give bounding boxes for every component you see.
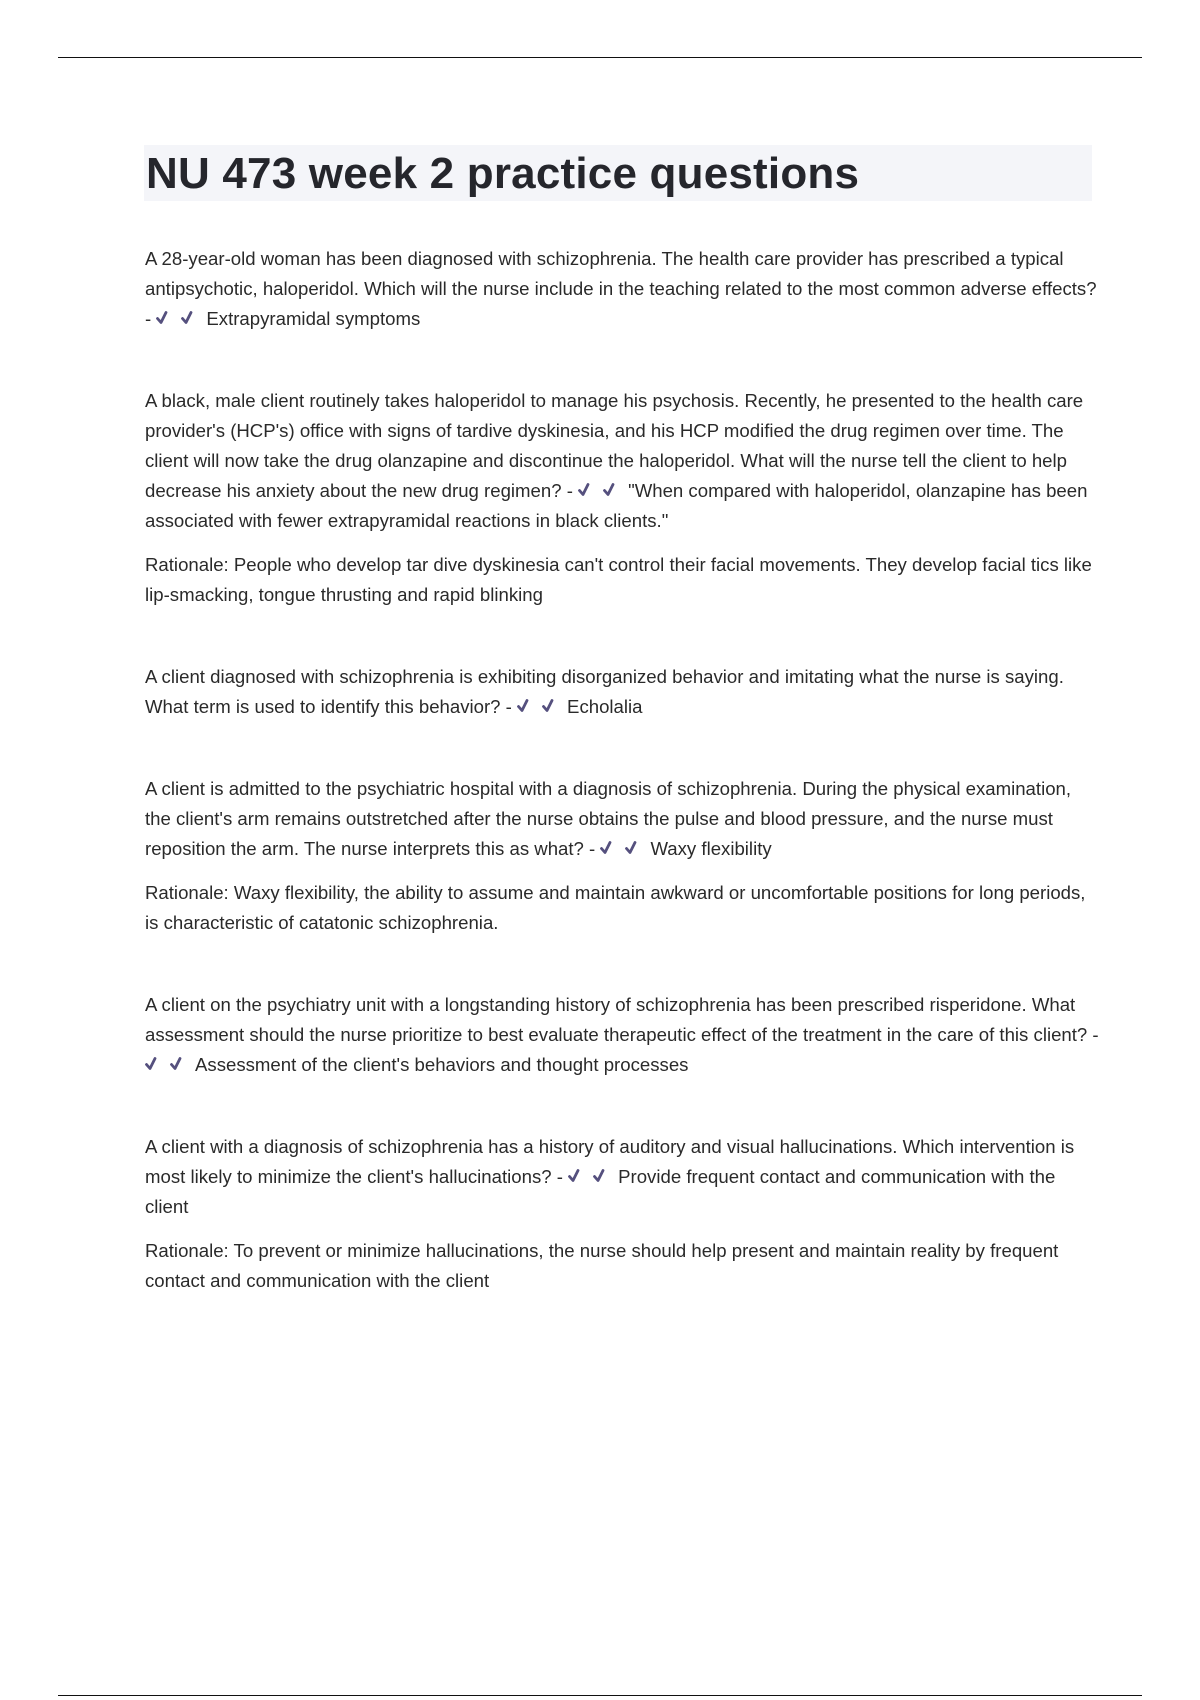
question-paragraph xyxy=(145,1132,1100,1222)
question-text: A client on the psychiatry unit with a longstanding history of schizophrenia has been prescribed risperidone. What assessment should the nurse prioritize to best evaluate therapeutic effect of the treatment in the care of this client? - xyxy=(145,994,1099,1045)
double-check-icon xyxy=(181,309,203,327)
question-item xyxy=(145,244,1100,334)
answer-text: "When compared with haloperidol, olanzapine has been associated with fewer extrapyramidal reactions in black clients." xyxy=(145,480,1088,531)
question-text: A client with a diagnosis of schizophrenia has a history of auditory and visual hallucinations. Which intervention is most likely to minimize the client's hallucinations? - xyxy=(145,1136,1075,1187)
rationale-text: Rationale: To prevent or minimize hallucinations, the nurse should help present and maintain reality by frequent contact and communication with the client xyxy=(145,1240,1059,1291)
double-check-icon xyxy=(517,697,539,715)
double-check-icon xyxy=(156,309,178,327)
double-check-icon xyxy=(600,839,622,857)
double-check-icon xyxy=(568,1167,590,1185)
rationale-text: Rationale: Waxy flexibility, the ability to assume and maintain awkward or uncomfortable positions for long periods, is characteristic of catatonic schizophrenia. xyxy=(145,882,1086,933)
answer-text: Provide frequent contact and communication with the client xyxy=(145,1166,1056,1217)
double-check-icon xyxy=(145,1055,167,1073)
rationale-text: Rationale: People who develop tar dive dyskinesia can't control their facial movements. They develop facial tics like lip-smacking, tongue thrusting and rapid blinking xyxy=(145,554,1092,605)
double-check-icon xyxy=(578,481,600,499)
question-text: A client diagnosed with schizophrenia is exhibiting disorganized behavior and imitating what the nurse is saying. What term is used to identify this behavior? - xyxy=(145,666,1064,717)
answer-text: Waxy flexibility xyxy=(650,838,772,859)
question-list xyxy=(145,244,1100,1336)
header-rule xyxy=(58,57,1142,58)
answer-text: Extrapyramidal symptoms xyxy=(206,308,421,329)
double-check-icon xyxy=(625,839,647,857)
double-check-icon xyxy=(593,1167,615,1185)
footer-rule xyxy=(58,1695,1142,1696)
double-check-icon xyxy=(603,481,625,499)
page-title: NU 473 week 2 practice questions xyxy=(146,149,860,198)
question-item xyxy=(145,774,1100,938)
answer-text: Assessment of the client's behaviors and thought processes xyxy=(195,1054,689,1075)
question-paragraph xyxy=(145,244,1100,334)
question-text: A 28-year-old woman has been diagnosed with schizophrenia. The health care provider has prescribed a typical antipsychotic, haloperidol. Which will the nurse include in the teaching related to the most common adverse effects? - xyxy=(145,248,1097,329)
question-text: A black, male client routinely takes haloperidol to manage his psychosis. Recently, he presented to the health care provider's (HCP's) office with signs of tardive dyskinesia, and his HCP modified the drug regimen over time. The client will now take the drug olanzapine and discontinue the haloperidol. What will the nurse tell the client to help decrease his anxiety about the new drug regimen? - xyxy=(145,390,1084,501)
question-text: A client is admitted to the psychiatric hospital with a diagnosis of schizophrenia. During the physical examination, the client's arm remains outstretched after the nurse obtains the pulse and blood pressure, and the nurse must reposition the arm. The nurse interprets this as what? - xyxy=(145,778,1072,859)
question-paragraph xyxy=(145,990,1100,1080)
question-item xyxy=(145,662,1100,722)
question-paragraph xyxy=(145,774,1100,864)
question-paragraph xyxy=(145,662,1100,722)
question-paragraph xyxy=(145,386,1100,536)
answer-text: Echolalia xyxy=(567,696,643,717)
double-check-icon xyxy=(542,697,564,715)
question-item xyxy=(145,1132,1100,1296)
question-item xyxy=(145,386,1100,610)
question-item xyxy=(145,990,1100,1080)
double-check-icon xyxy=(170,1055,192,1073)
